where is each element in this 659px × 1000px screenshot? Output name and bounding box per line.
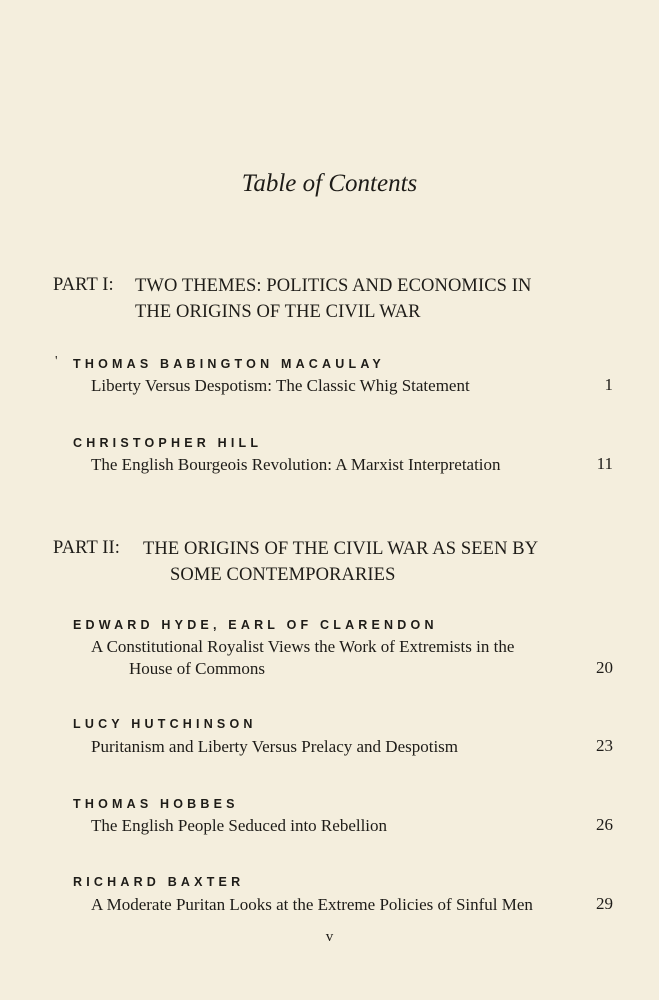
margin-mark: ' <box>55 354 58 369</box>
part-2-heading-line1: THE ORIGINS OF THE CIVIL WAR AS SEEN BY <box>143 539 539 559</box>
entry-page-hobbes: 26 <box>596 815 613 834</box>
part-1-heading-line1: TWO THEMES: POLITICS AND ECONOMICS IN <box>135 276 532 296</box>
entry-author-hobbes: THOMAS HOBBES <box>73 797 239 811</box>
entry-author-hill: CHRISTOPHER HILL <box>73 436 263 450</box>
entry-page-clarendon: 20 <box>596 658 613 677</box>
entry-author-clarendon: EDWARD HYDE, EARL OF CLARENDON <box>73 618 438 632</box>
entry-author-macaulay: THOMAS BABINGTON MACAULAY <box>73 357 385 371</box>
part-1-heading-line2: THE ORIGINS OF THE CIVIL WAR <box>135 302 421 322</box>
entry-page-hill: 11 <box>596 454 613 473</box>
entry-title-macaulay: Liberty Versus Despotism: The Classic Whig Statement <box>91 376 470 395</box>
page-number: v <box>325 929 334 945</box>
entry-author-hutchinson: LUCY HUTCHINSON <box>73 717 257 731</box>
part-1-heading <box>135 273 532 325</box>
entry-title-hutchinson: Puritanism and Liberty Versus Prelacy and Despotism <box>91 737 459 756</box>
part-2-heading-line2: SOME CONTEMPORARIES <box>170 565 396 585</box>
entry-title-clarendon-line1: A Constitutional Royalist Views the Work of Extremists in the <box>91 637 515 656</box>
part-1-label: PART I: <box>53 275 114 295</box>
entry-page-hutchinson: 23 <box>596 736 613 755</box>
entry-title-clarendon <box>91 636 514 680</box>
part-2-heading <box>143 536 538 588</box>
entry-author-baxter: RICHARD BAXTER <box>73 875 245 889</box>
entry-page-baxter: 29 <box>596 894 613 913</box>
entry-title-clarendon-line2: House of Commons <box>129 659 265 678</box>
entry-page-macaulay: 1 <box>604 375 613 394</box>
entry-title-baxter: A Moderate Puritan Looks at the Extreme Policies of Sinful Men <box>91 895 533 914</box>
page-title: Table of Contents <box>241 170 418 197</box>
part-2-label: PART II: <box>53 538 121 558</box>
entry-title-hobbes: The English People Seduced into Rebellion <box>91 816 388 835</box>
entry-title-hill: The English Bourgeois Revolution: A Marxist Interpretation <box>91 455 501 474</box>
